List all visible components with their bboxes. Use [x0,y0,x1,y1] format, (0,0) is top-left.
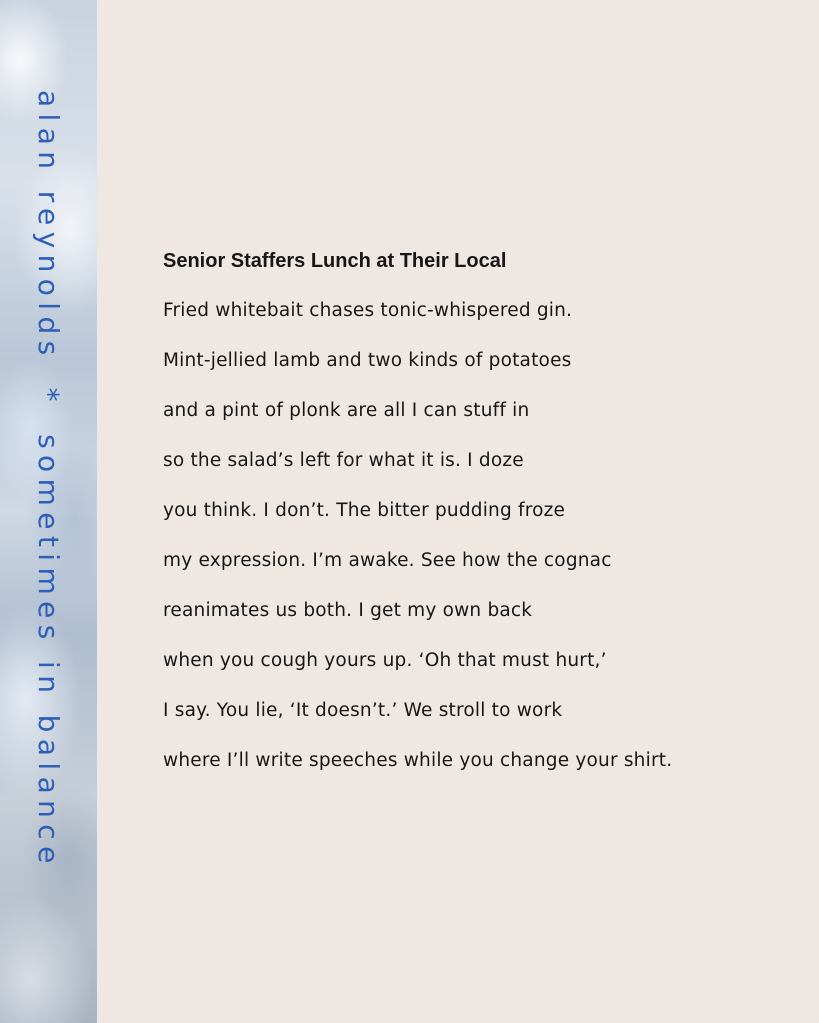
poem-line: so the salad’s left for what it is. I doze [163,450,524,471]
cloud-sidebar [0,0,97,1023]
author-name: alan reynolds [32,90,65,362]
poem-line: you think. I don’t. The bitter pudding froze [163,500,566,521]
poem-line: my expression. I’m awake. See how the cognac [163,550,612,571]
poem-line: reanimates us both. I get my own back [163,600,533,621]
poem-line: Mint-jellied lamb and two kinds of potatoes [163,350,572,371]
separator-asterisk: * [32,387,65,409]
poem [163,248,783,798]
poem-line: and a pint of plonk are all I can stuff in [163,400,530,421]
collection-title: sometimes in balance [32,434,65,870]
sidebar-vertical-caption [32,90,65,870]
poem-title: Senior Staffers Lunch at Their Local [163,250,507,272]
poem-line: I say. You lie, ‘It doesn’t.’ We stroll to work [163,700,563,721]
poem-line: when you cough yours up. ‘Oh that must hurt,’ [163,650,607,671]
poem-line: where I’ll write speeches while you change your shirt. [163,750,673,771]
poem-line: Fried whitebait chases tonic-whispered gin. [163,300,573,321]
